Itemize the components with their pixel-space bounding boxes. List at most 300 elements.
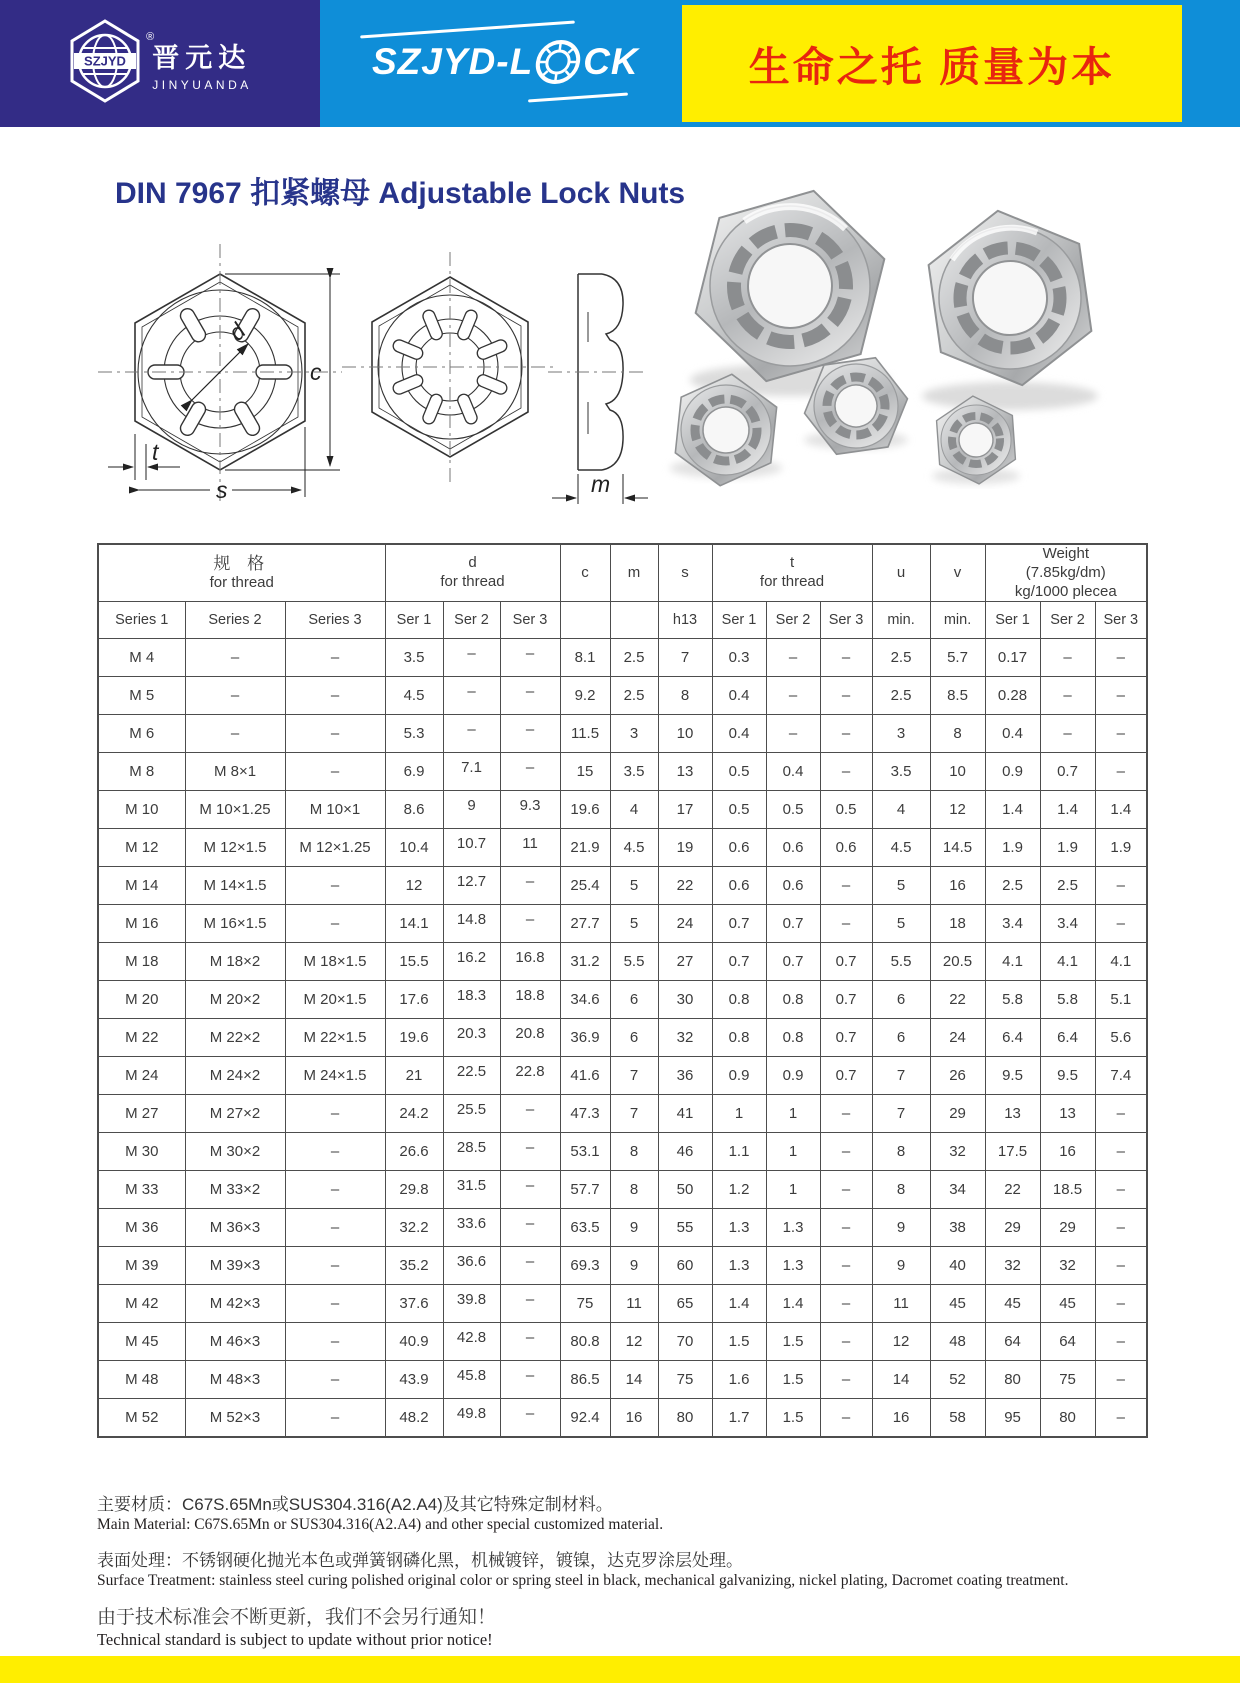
table-cell: 5 — [610, 867, 658, 905]
table-cell: 64 — [985, 1323, 1040, 1361]
table-cell: M 20 — [98, 981, 185, 1019]
table-cell: 0.4 — [712, 677, 766, 715]
table-cell: 20.3 — [443, 1019, 500, 1057]
table-cell: – — [766, 677, 820, 715]
table-cell: 0.7 — [1040, 753, 1095, 791]
table-cell: 29.8 — [385, 1171, 443, 1209]
table-cell: 1.6 — [712, 1361, 766, 1399]
table-cell: 5 — [610, 905, 658, 943]
table-cell: 4.5 — [385, 677, 443, 715]
table-cell: – — [1040, 677, 1095, 715]
table-cell: 41 — [658, 1095, 712, 1133]
table-cell: 11 — [610, 1285, 658, 1323]
table-cell: 6.4 — [985, 1019, 1040, 1057]
table-cell: M 20×2 — [185, 981, 285, 1019]
table-cell: M 8 — [98, 753, 185, 791]
table-cell: 8 — [872, 1171, 930, 1209]
table-cell: – — [500, 715, 560, 753]
table-cell: 25.4 — [560, 867, 610, 905]
table-sub-header-cell: Ser 1 — [985, 602, 1040, 639]
table-cell: – — [500, 1323, 560, 1361]
table-cell: 1.4 — [712, 1285, 766, 1323]
table-row — [98, 1361, 1147, 1399]
page-title: DIN 7967 扣紧螺母 Adjustable Lock Nuts — [115, 177, 686, 210]
table-cell: 2.5 — [872, 677, 930, 715]
table-cell: 40.9 — [385, 1323, 443, 1361]
slogan-text: 生命之托 质量为本 — [748, 44, 1116, 90]
table-cell: 0.5 — [712, 753, 766, 791]
table-cell: 0.6 — [820, 829, 872, 867]
table-cell: 22.5 — [443, 1057, 500, 1095]
table-cell: 8 — [872, 1133, 930, 1171]
table-cell: 0.3 — [712, 639, 766, 677]
table-cell: – — [1095, 1133, 1147, 1171]
table-cell: 7 — [610, 1057, 658, 1095]
table-cell: – — [185, 677, 285, 715]
table-cell: M 42 — [98, 1285, 185, 1323]
table-cell: 13 — [658, 753, 712, 791]
brand-logo — [372, 36, 639, 88]
table-cell: 4.1 — [1040, 943, 1095, 981]
table-sub-header-cell: Ser 1 — [385, 602, 443, 639]
table-cell: M 22 — [98, 1019, 185, 1057]
table-cell: 9 — [443, 791, 500, 829]
table-cell: 0.4 — [985, 715, 1040, 753]
table-cell: M 33 — [98, 1171, 185, 1209]
table-cell: – — [1095, 1323, 1147, 1361]
table-cell: 1.9 — [1095, 829, 1147, 867]
table-cell: 32 — [985, 1247, 1040, 1285]
col-s: s — [658, 544, 712, 602]
table-cell: 33.6 — [443, 1209, 500, 1247]
table-cell: 8 — [930, 715, 985, 753]
table-cell: – — [820, 867, 872, 905]
company-name-en: JINYUANDA — [152, 77, 252, 92]
dim-m-label: m — [591, 471, 611, 497]
table-cell: 39.8 — [443, 1285, 500, 1323]
table-cell: M 36 — [98, 1209, 185, 1247]
table-cell: 6 — [610, 981, 658, 1019]
col-group-spec: 规 格 for thread — [98, 544, 385, 602]
table-row — [98, 753, 1147, 791]
table-row — [98, 677, 1147, 715]
dim-d-label: d — [223, 318, 251, 346]
table-cell: – — [285, 1247, 385, 1285]
table-cell: 24 — [930, 1019, 985, 1057]
table-cell: – — [500, 753, 560, 791]
table-cell: M 52×3 — [185, 1399, 285, 1437]
table-cell: 9 — [872, 1209, 930, 1247]
table-cell: 1.4 — [766, 1285, 820, 1323]
table-cell: 2.5 — [1040, 867, 1095, 905]
table-cell: 31.2 — [560, 943, 610, 981]
table-row — [98, 715, 1147, 753]
table-cell: 4.5 — [872, 829, 930, 867]
logo-block — [0, 0, 320, 127]
table-cell: 16 — [930, 867, 985, 905]
table-cell: 18.3 — [443, 981, 500, 1019]
table-cell: M 4 — [98, 639, 185, 677]
table-cell: 0.7 — [766, 943, 820, 981]
table-cell: 12 — [610, 1323, 658, 1361]
svg-text:SZJYD: SZJYD — [84, 53, 127, 69]
table-cell: 22.8 — [500, 1057, 560, 1095]
table-cell: – — [820, 677, 872, 715]
table-cell: 5.8 — [1040, 981, 1095, 1019]
table-cell: – — [285, 1323, 385, 1361]
table-cell: M 22×1.5 — [285, 1019, 385, 1057]
table-cell: 1.5 — [712, 1323, 766, 1361]
table-cell: 30 — [658, 981, 712, 1019]
table-cell: M 12 — [98, 829, 185, 867]
table-cell: 48.2 — [385, 1399, 443, 1437]
table-row — [98, 867, 1147, 905]
table-cell: 32.2 — [385, 1209, 443, 1247]
col-group-t: t for thread — [712, 544, 872, 602]
table-cell: 12.7 — [443, 867, 500, 905]
table-cell: – — [285, 753, 385, 791]
table-cell: – — [500, 1399, 560, 1437]
table-sub-header-cell: Series 3 — [285, 602, 385, 639]
company-logo — [68, 19, 155, 108]
table-row — [98, 1171, 1147, 1209]
table-cell: 8.6 — [385, 791, 443, 829]
table-cell: 0.7 — [820, 981, 872, 1019]
table-cell: – — [443, 715, 500, 753]
table-cell: 38 — [930, 1209, 985, 1247]
table-cell: – — [820, 1133, 872, 1171]
table-row — [98, 943, 1147, 981]
table-cell: 57.7 — [560, 1171, 610, 1209]
table-cell: 6 — [610, 1019, 658, 1057]
table-cell: 34.6 — [560, 981, 610, 1019]
table-row — [98, 1323, 1147, 1361]
table-cell: – — [1040, 715, 1095, 753]
table-cell: 0.6 — [712, 867, 766, 905]
brand-text-right: CK — [583, 41, 639, 82]
note-material-cn: 主要材质：C67S.65Mn或SUS304.316(A2.A4)及其它特殊定制材料。 — [97, 1495, 613, 1514]
table-cell: 41.6 — [560, 1057, 610, 1095]
table-row — [98, 791, 1147, 829]
table-cell: M 8×1 — [185, 753, 285, 791]
table-cell: – — [285, 677, 385, 715]
table-cell: – — [285, 715, 385, 753]
table-cell: – — [1095, 1399, 1147, 1437]
table-cell: 0.7 — [712, 905, 766, 943]
table-cell: 1 — [766, 1095, 820, 1133]
table-cell: 20.5 — [930, 943, 985, 981]
table-cell: – — [820, 1209, 872, 1247]
table-cell: 0.7 — [766, 905, 820, 943]
header-right-band — [320, 0, 1240, 127]
table-cell: 19.6 — [560, 791, 610, 829]
table-cell: 24.2 — [385, 1095, 443, 1133]
table-cell: 2.5 — [985, 867, 1040, 905]
table-cell: 7.4 — [1095, 1057, 1147, 1095]
table-cell: 0.5 — [712, 791, 766, 829]
table-cell: 8.1 — [560, 639, 610, 677]
table-cell: 16 — [610, 1399, 658, 1437]
table-cell: 45 — [930, 1285, 985, 1323]
table-cell: 21.9 — [560, 829, 610, 867]
table-cell: 7.1 — [443, 753, 500, 791]
table-row — [98, 829, 1147, 867]
table-cell: 19 — [658, 829, 712, 867]
lock-nut-large-right — [922, 200, 1097, 395]
bottom-accent-bar — [0, 1656, 1240, 1683]
table-cell: 28.5 — [443, 1133, 500, 1171]
table-sub-header-cell: min. — [872, 602, 930, 639]
table-cell: 4.1 — [985, 943, 1040, 981]
table-sub-header-cell: Ser 2 — [443, 602, 500, 639]
table-cell: 3.5 — [610, 753, 658, 791]
table-cell: 19.6 — [385, 1019, 443, 1057]
table-cell: M 30×2 — [185, 1133, 285, 1171]
table-cell: 9.3 — [500, 791, 560, 829]
table-cell: 46 — [658, 1133, 712, 1171]
note-surface-en: Surface Treatment: stainless steel curing polished original color or spring steel in black, mechanical galvanizing, nickel plating, Dacromet coating treatment. — [97, 1572, 1069, 1589]
table-cell: 16 — [1040, 1133, 1095, 1171]
table-cell: – — [820, 639, 872, 677]
table-cell: 0.5 — [820, 791, 872, 829]
table-cell: 9 — [610, 1247, 658, 1285]
table-cell: – — [500, 1361, 560, 1399]
table-cell: 31.5 — [443, 1171, 500, 1209]
table-cell: – — [500, 1247, 560, 1285]
table-cell: 8 — [658, 677, 712, 715]
table-cell: 1.3 — [766, 1209, 820, 1247]
table-cell: 75 — [658, 1361, 712, 1399]
table-cell: 64 — [1040, 1323, 1095, 1361]
table-cell: 9.5 — [985, 1057, 1040, 1095]
table-cell: 10 — [658, 715, 712, 753]
table-cell: M 45 — [98, 1323, 185, 1361]
table-cell: 16.8 — [500, 943, 560, 981]
table-cell: – — [1095, 715, 1147, 753]
table-cell: M 20×1.5 — [285, 981, 385, 1019]
table-cell: 26.6 — [385, 1133, 443, 1171]
table-cell: 13 — [985, 1095, 1040, 1133]
table-cell: 5 — [872, 867, 930, 905]
table-cell: – — [1095, 753, 1147, 791]
table-cell: 65 — [658, 1285, 712, 1323]
table-cell: 1.4 — [985, 791, 1040, 829]
table-cell: – — [820, 753, 872, 791]
table-cell: 0.8 — [766, 981, 820, 1019]
table-cell: 55 — [658, 1209, 712, 1247]
table-cell: 1.3 — [712, 1247, 766, 1285]
table-cell: – — [285, 1171, 385, 1209]
table-cell: 14.5 — [930, 829, 985, 867]
table-cell: – — [285, 1209, 385, 1247]
table-cell: – — [1095, 905, 1147, 943]
table-sub-header-cell: Ser 1 — [712, 602, 766, 639]
table-cell: 32 — [930, 1133, 985, 1171]
table-cell: – — [1095, 677, 1147, 715]
table-cell: 0.9 — [766, 1057, 820, 1095]
table-cell: 12 — [385, 867, 443, 905]
table-cell: M 14 — [98, 867, 185, 905]
table-cell: – — [500, 1095, 560, 1133]
table-row — [98, 1057, 1147, 1095]
table-cell: 5.8 — [985, 981, 1040, 1019]
table-cell: 0.6 — [766, 867, 820, 905]
table-cell: – — [1095, 867, 1147, 905]
table-cell: 11.5 — [560, 715, 610, 753]
table-cell: 29 — [985, 1209, 1040, 1247]
table-cell: 14 — [610, 1361, 658, 1399]
table-sub-header-cell — [610, 602, 658, 639]
table-cell: 27.7 — [560, 905, 610, 943]
table-cell: 75 — [1040, 1361, 1095, 1399]
table-cell: – — [500, 905, 560, 943]
table-cell: 34 — [930, 1171, 985, 1209]
spec-table-container — [97, 543, 1148, 1438]
table-cell: 11 — [872, 1285, 930, 1323]
table-cell: 7 — [872, 1095, 930, 1133]
table-cell: 3 — [610, 715, 658, 753]
table-cell: M 5 — [98, 677, 185, 715]
table-cell: 22 — [985, 1171, 1040, 1209]
table-cell: 9 — [610, 1209, 658, 1247]
table-row — [98, 1095, 1147, 1133]
table-cell: 0.5 — [766, 791, 820, 829]
table-cell: 80 — [658, 1399, 712, 1437]
table-cell: 0.8 — [766, 1019, 820, 1057]
table-cell: M 16×1.5 — [185, 905, 285, 943]
table-cell: 1.5 — [766, 1399, 820, 1437]
table-cell: 70 — [658, 1323, 712, 1361]
table-cell: 5.5 — [872, 943, 930, 981]
table-cell: 48 — [930, 1323, 985, 1361]
table-cell: – — [443, 639, 500, 677]
table-cell: M 36×3 — [185, 1209, 285, 1247]
table-sub-header-cell: Ser 2 — [766, 602, 820, 639]
table-cell: 7 — [872, 1057, 930, 1095]
table-cell: 1.5 — [766, 1361, 820, 1399]
table-cell: – — [766, 639, 820, 677]
table-cell: 17.5 — [985, 1133, 1040, 1171]
table-sub-header-cell: min. — [930, 602, 985, 639]
table-cell: – — [820, 1285, 872, 1323]
table-cell: 3.4 — [1040, 905, 1095, 943]
table-cell: 5.6 — [1095, 1019, 1147, 1057]
table-cell: 0.7 — [820, 1019, 872, 1057]
table-cell: 9.5 — [1040, 1057, 1095, 1095]
table-cell: 9 — [872, 1247, 930, 1285]
table-sub-header-cell: Ser 3 — [1095, 602, 1147, 639]
table-cell: – — [820, 715, 872, 753]
table-cell: 1.4 — [1095, 791, 1147, 829]
table-cell: 1.5 — [766, 1323, 820, 1361]
table-cell: – — [500, 1209, 560, 1247]
table-cell: – — [500, 639, 560, 677]
table-cell: 17.6 — [385, 981, 443, 1019]
table-cell: 1.1 — [712, 1133, 766, 1171]
table-cell: 4.5 — [610, 829, 658, 867]
table-cell: 80.8 — [560, 1323, 610, 1361]
table-cell: 92.4 — [560, 1399, 610, 1437]
table-sub-header-cell: h13 — [658, 602, 712, 639]
table-cell: 1.7 — [712, 1399, 766, 1437]
table-cell: – — [766, 715, 820, 753]
technical-drawing — [90, 222, 650, 522]
table-cell: 1.9 — [1040, 829, 1095, 867]
table-cell: 36 — [658, 1057, 712, 1095]
table-cell: 12 — [872, 1323, 930, 1361]
table-cell: – — [285, 905, 385, 943]
table-cell: – — [1040, 639, 1095, 677]
table-cell: – — [500, 867, 560, 905]
table-cell: 14.8 — [443, 905, 500, 943]
table-cell: 10.4 — [385, 829, 443, 867]
table-cell: 45.8 — [443, 1361, 500, 1399]
table-cell: – — [285, 1285, 385, 1323]
table-sub-header-cell: Series 1 — [98, 602, 185, 639]
table-cell: – — [1095, 1209, 1147, 1247]
table-cell: 6 — [872, 1019, 930, 1057]
table-cell: 69.3 — [560, 1247, 610, 1285]
spec-table — [97, 543, 1148, 1438]
table-cell: 10.7 — [443, 829, 500, 867]
table-cell: 63.5 — [560, 1209, 610, 1247]
table-cell: – — [820, 1095, 872, 1133]
globe-hexagon-icon — [68, 19, 142, 103]
table-row — [98, 981, 1147, 1019]
table-cell: 1.4 — [1040, 791, 1095, 829]
note-surface-cn: 表面处理：不锈钢硬化抛光本色或弹簧钢磷化黑，机械镀锌，镀镍，达克罗涂层处理。 — [97, 1551, 743, 1570]
slogan-banner — [682, 5, 1182, 122]
table-cell: 0.6 — [712, 829, 766, 867]
table-cell: M 18 — [98, 943, 185, 981]
table-cell: 1.9 — [985, 829, 1040, 867]
col-group-d: d for thread — [385, 544, 560, 602]
table-cell: – — [285, 1133, 385, 1171]
table-cell: 6.4 — [1040, 1019, 1095, 1057]
table-cell: – — [500, 677, 560, 715]
table-cell: 45 — [1040, 1285, 1095, 1323]
table-cell: 6.9 — [385, 753, 443, 791]
table-sub-header-cell: Series 2 — [185, 602, 285, 639]
col-m: m — [610, 544, 658, 602]
table-cell: 0.8 — [712, 1019, 766, 1057]
table-cell: 32 — [658, 1019, 712, 1057]
table-cell: 13 — [1040, 1095, 1095, 1133]
table-cell: – — [820, 1399, 872, 1437]
dim-c-label: c — [310, 359, 322, 385]
table-cell: M 14×1.5 — [185, 867, 285, 905]
col-group-weight: Weight (7.85kg/dm) kg/1000 plecea — [985, 544, 1147, 602]
table-cell: 8 — [610, 1133, 658, 1171]
table-cell: 0.28 — [985, 677, 1040, 715]
table-cell: 0.4 — [712, 715, 766, 753]
table-cell: – — [500, 1171, 560, 1209]
table-cell: 75 — [560, 1285, 610, 1323]
table-cell: 15 — [560, 753, 610, 791]
col-c: c — [560, 544, 610, 602]
table-cell: 12 — [930, 791, 985, 829]
table-cell: – — [1095, 1171, 1147, 1209]
table-cell: – — [820, 905, 872, 943]
table-cell: 42.8 — [443, 1323, 500, 1361]
table-cell: – — [185, 639, 285, 677]
company-name-cn: 晋元达 — [152, 42, 252, 73]
table-cell: 1.3 — [712, 1209, 766, 1247]
table-cell: M 27 — [98, 1095, 185, 1133]
table-cell: 40 — [930, 1247, 985, 1285]
table-cell: 0.9 — [985, 753, 1040, 791]
table-cell: 5.3 — [385, 715, 443, 753]
